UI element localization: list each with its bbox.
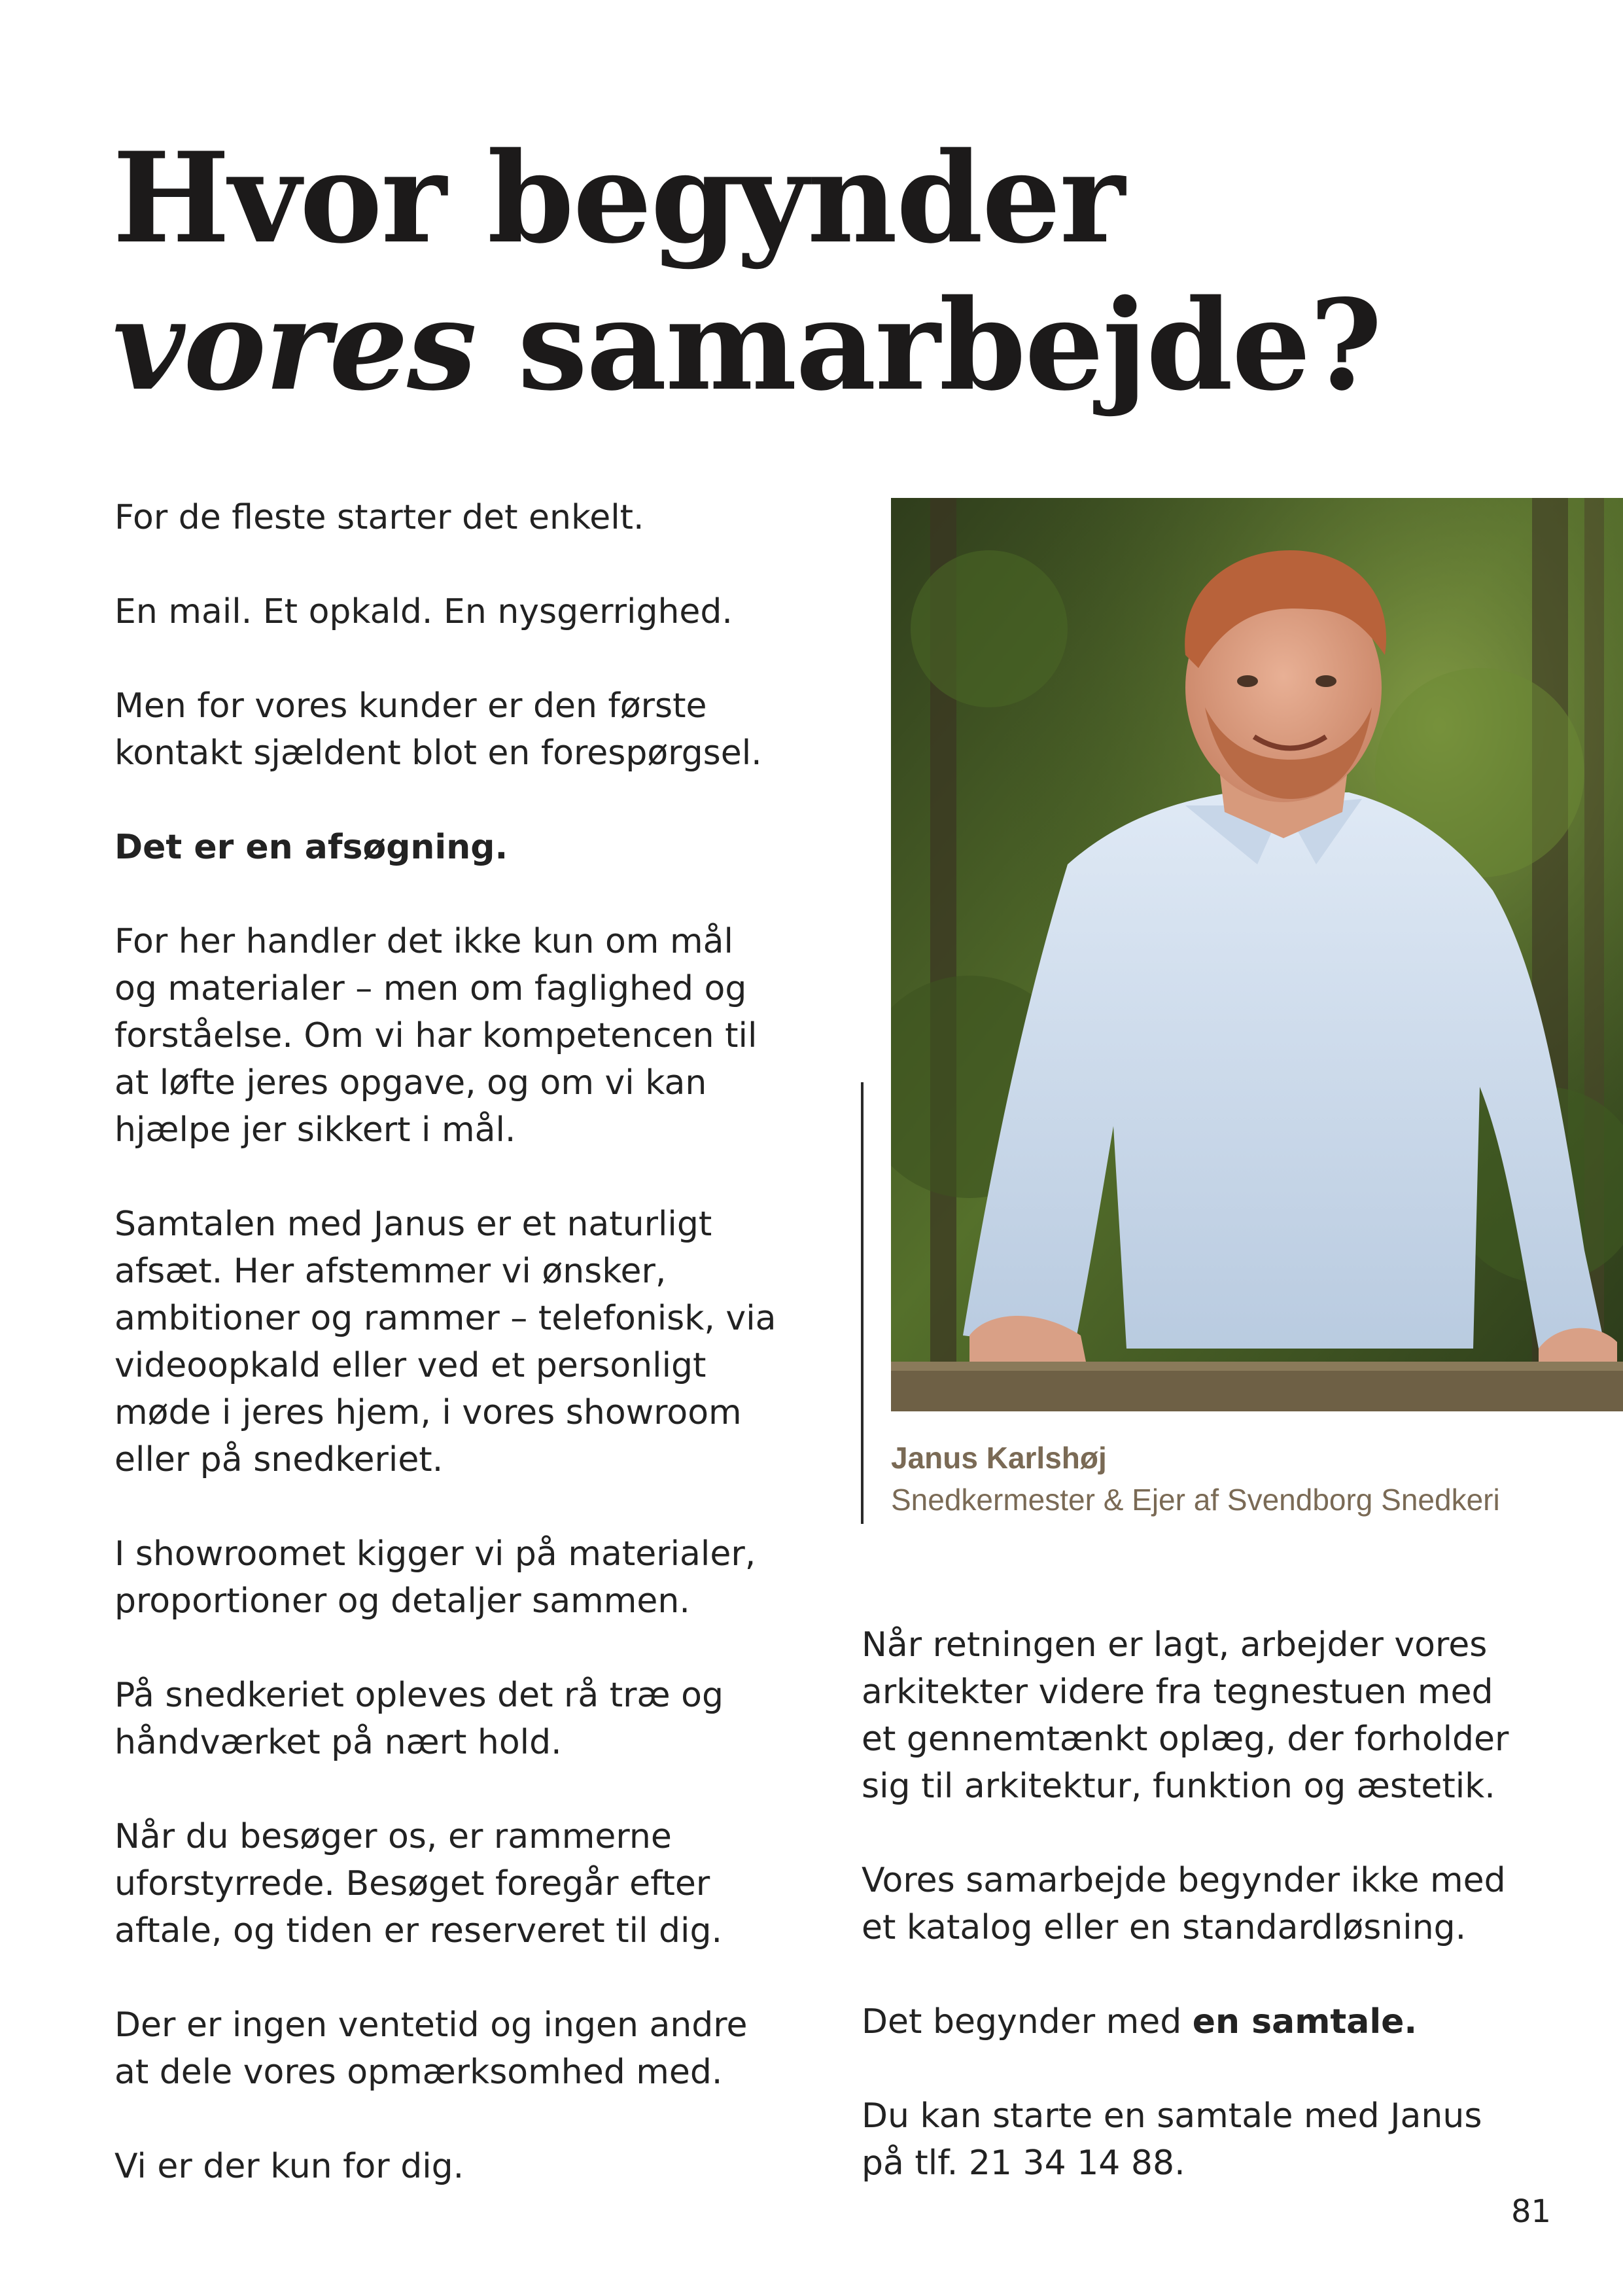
paragraph-9 xyxy=(114,1813,860,1954)
title-line-2 xyxy=(113,272,1381,419)
page-title xyxy=(113,124,1381,419)
paragraph-7 xyxy=(114,1530,860,1625)
text-line: Det er en afsøgning. xyxy=(114,828,508,867)
text-line: uforstyrrede. Besøget foregår efter xyxy=(114,1864,710,1903)
text-line: ambitioner og rammer – telefonisk, via xyxy=(114,1299,777,1338)
portrait-photo xyxy=(891,498,1623,1411)
text-line: eller på snedkeriet. xyxy=(114,1440,444,1479)
text-line: et katalog eller en standardløsning. xyxy=(862,1908,1467,1947)
paragraph-3 xyxy=(114,682,860,777)
paragraph-11 xyxy=(114,2143,860,2190)
text-line: at dele vores opmærksomhed med. xyxy=(114,2053,723,2092)
caption-name: Janus Karlshøj xyxy=(891,1441,1107,1475)
portrait-photo-illustration xyxy=(891,498,1623,1411)
text-line: videoopkald eller ved et personligt xyxy=(114,1346,707,1385)
text-line: og materialer – men om faglighed og xyxy=(114,969,747,1008)
text-line: kontakt sjældent blot en forespørgsel. xyxy=(114,733,762,773)
text-line: Du kan starte en samtale med Janus xyxy=(862,2096,1482,2136)
paragraph-10 xyxy=(114,2002,860,2096)
text-line: Vi er der kun for dig. xyxy=(114,2147,464,2186)
text-line: afsæt. Her afstemmer vi ønsker, xyxy=(114,1252,667,1291)
right-paragraph-4 xyxy=(862,2093,1594,2187)
text-line: sig til arkitektur, funktion og æstetik. xyxy=(862,1767,1495,1806)
caption-divider xyxy=(861,1082,864,1524)
title-rest: samarbejde? xyxy=(476,272,1382,418)
bold-span: en samtale. xyxy=(1192,2002,1418,2041)
text-line: forståelse. Om vi har kompetencen til xyxy=(114,1016,758,1055)
text-line: I showroomet kigger vi på materialer, xyxy=(114,1534,756,1574)
text-line: møde i jeres hjem, i vores showroom xyxy=(114,1393,742,1432)
text-line: For de fleste starter det enkelt. xyxy=(114,498,644,537)
text-line: På snedkeriet opleves det rå træ og xyxy=(114,1676,724,1715)
text-line: Der er ingen ventetid og ingen andre xyxy=(114,2005,748,2045)
text-line: proportioner og detaljer sammen. xyxy=(114,1581,690,1621)
caption-role: Snedkermester & Ejer af Svendborg Snedkeri xyxy=(891,1483,1500,1517)
paragraph-5 xyxy=(114,918,860,1154)
text-span: Det begynder med xyxy=(862,2002,1193,2041)
paragraph-2 xyxy=(114,588,860,635)
text-line: håndværket på nært hold. xyxy=(114,1723,562,1762)
text-line: på tlf. 21 34 14 88. xyxy=(862,2144,1185,2183)
title-italic-word: vores xyxy=(113,272,476,418)
paragraph-4-bold xyxy=(114,824,860,871)
text-line: En mail. Et opkald. En nysgerrighed. xyxy=(114,592,733,631)
right-column xyxy=(862,1621,1594,2187)
paragraph-6 xyxy=(114,1201,860,1483)
paragraph-1 xyxy=(114,494,860,541)
text-line: For her handler det ikke kun om mål xyxy=(114,922,733,961)
right-paragraph-3 xyxy=(862,1998,1594,2045)
text-line: arkitekter videre fra tegnestuen med xyxy=(862,1672,1493,1712)
page-number: 81 xyxy=(1511,2193,1552,2230)
text-line: Samtalen med Janus er et naturligt xyxy=(114,1205,712,1244)
text-line: hjælpe jer sikkert i mål. xyxy=(114,1110,516,1150)
text-line: Men for vores kunder er den første xyxy=(114,686,707,726)
right-paragraph-1 xyxy=(862,1621,1594,1810)
text-line: Vores samarbejde begynder ikke med xyxy=(862,1861,1506,1900)
text-line: Når retningen er lagt, arbejder vores xyxy=(862,1625,1488,1665)
right-paragraph-2 xyxy=(862,1857,1594,1951)
text-line: at løfte jeres opgave, og om vi kan xyxy=(114,1063,707,1103)
left-column xyxy=(114,494,860,2190)
text-line: aftale, og tiden er reserveret til dig. xyxy=(114,1911,722,1951)
paragraph-8 xyxy=(114,1672,860,1766)
photo-caption xyxy=(891,1437,1500,1521)
text-line xyxy=(862,1998,1594,2045)
text-line: et gennemtænkt oplæg, der forholder xyxy=(862,1720,1509,1759)
title-line-1: Hvor begynder xyxy=(113,125,1124,271)
text-line: Når du besøger os, er rammerne xyxy=(114,1817,672,1856)
